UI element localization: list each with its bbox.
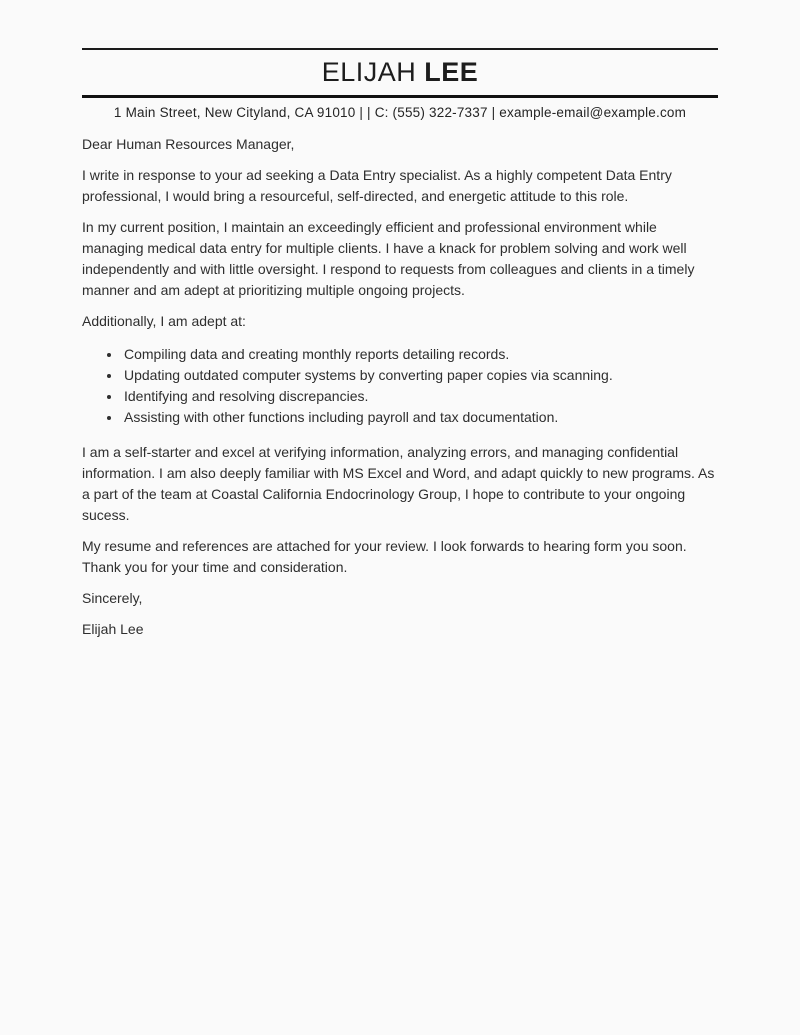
last-name: LEE (424, 57, 479, 87)
list-item: • Compiling data and creating monthly reports detailing records. (122, 344, 718, 365)
paragraph-opening: I write in response to your ad seeking a Data Entry specialist. As a highly competent Data Entry professional, I would bring a resourceful, self-directed, and energetic attitude to this role. (82, 167, 672, 204)
first-name: ELIJAH (321, 57, 417, 87)
list-item: • Updating outdated computer systems by converting paper copies via scanning. (122, 365, 718, 386)
skills-list (82, 344, 718, 428)
page-title (82, 50, 718, 95)
sign-off: Sincerely, (82, 590, 143, 606)
signature: Elijah Lee (82, 621, 144, 637)
paragraph-closing: My resume and references are attached for your review. I look forwards to hearing form you soon. Thank you for your time and consideration. (82, 538, 687, 575)
list-item: • Identifying and resolving discrepancies. (122, 386, 718, 407)
contact-line: 1 Main Street, New Cityland, CA 91010 | | C: (555) 322-7337 | example-email@example.com (113, 105, 687, 120)
greeting: Dear Human Resources Manager, (82, 136, 295, 152)
paragraph-strengths: I am a self-starter and excel at verifying information, analyzing errors, and managing confidential information. I am also deeply familiar with MS Excel and Word, and adapt quickly to new programs. As a part of the team at Coastal California Endocrinology Group, I hope to contribute to your ongoing sucess. (82, 444, 715, 523)
paragraph-current-position: In my current position, I maintain an exceedingly efficient and professional environment while managing medical data entry for multiple clients. I have a knack for problem solving and work well independently and with little oversight. I respond to requests from colleagues and clients in a timely manner and am adept at prioritizing multiple ongoing projects. (82, 219, 695, 298)
letter-header (82, 48, 718, 120)
bullet-intro: Additionally, I am adept at: (82, 313, 246, 329)
list-item: • Assisting with other functions including payroll and tax documentation. (122, 407, 718, 428)
letter-body (82, 120, 718, 640)
